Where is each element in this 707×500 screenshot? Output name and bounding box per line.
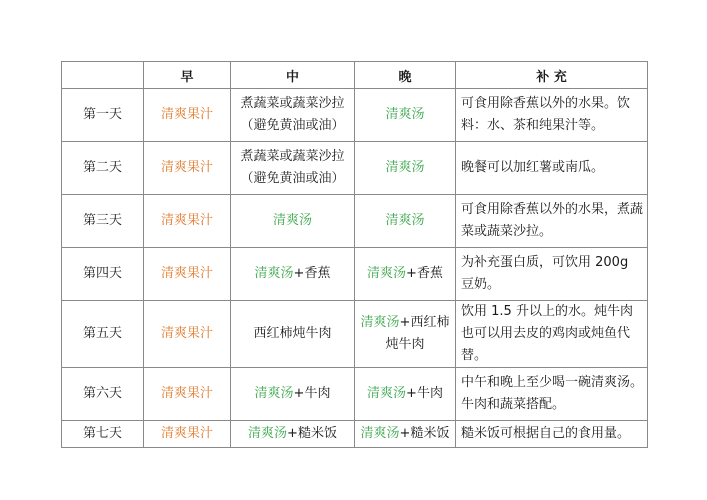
lunch-soup: 清爽汤	[254, 266, 294, 281]
day-label: 第七天	[62, 421, 144, 448]
table-row	[62, 368, 648, 421]
lunch-line2: （避免黄油或油）	[240, 171, 345, 186]
table-row	[62, 142, 648, 195]
lunch-cell	[231, 89, 355, 142]
breakfast-cell: 清爽果汁	[144, 89, 231, 142]
dinner-extra: +牛肉	[406, 386, 443, 401]
dinner-soup: 清爽汤	[367, 386, 407, 401]
breakfast-cell: 清爽果汁	[144, 142, 231, 195]
breakfast-cell: 清爽果汁	[144, 195, 231, 248]
lunch-line1: 煮蔬菜或蔬菜沙拉	[240, 149, 345, 164]
day-label: 第二天	[62, 142, 144, 195]
dinner-cell: 清爽汤	[355, 89, 456, 142]
lunch-cell: 西红柿炖牛肉	[231, 301, 355, 368]
note-cell: 可食用除香蕉以外的水果。饮料：水、茶和纯果汁等。	[456, 89, 648, 142]
dinner-cell	[355, 301, 456, 368]
table-row	[62, 248, 648, 301]
day-label: 第四天	[62, 248, 144, 301]
breakfast-cell: 清爽果汁	[144, 421, 231, 448]
day-label: 第一天	[62, 89, 144, 142]
table-row	[62, 89, 648, 142]
diet-plan-table	[61, 61, 648, 448]
day-label: 第三天	[62, 195, 144, 248]
dinner-cell: 清爽汤	[355, 195, 456, 248]
day-label: 第五天	[62, 301, 144, 368]
lunch-extra: +香蕉	[293, 266, 331, 281]
lunch-line1: 煮蔬菜或蔬菜沙拉	[240, 96, 345, 111]
note-cell: 可食用除香蕉以外的水果，煮蔬菜或蔬菜沙拉。	[456, 195, 648, 248]
table-row	[62, 421, 648, 448]
dinner-extra: +西红柿炖牛肉	[385, 315, 450, 352]
header-dinner: 晚	[355, 62, 456, 89]
note-cell: 糙米饭可根据自己的食用量。	[456, 421, 648, 448]
dinner-extra: +香蕉	[406, 266, 443, 281]
header-lunch: 中	[231, 62, 355, 89]
dinner-soup: 清爽汤	[360, 426, 400, 441]
lunch-soup: 清爽汤	[254, 386, 294, 401]
dinner-soup: 清爽汤	[367, 266, 407, 281]
header-breakfast: 早	[144, 62, 231, 89]
lunch-cell: 清爽汤	[231, 195, 355, 248]
dinner-cell	[355, 421, 456, 448]
note-cell: 中午和晚上至少喝一碗清爽汤。牛肉和蔬菜搭配。	[456, 368, 648, 421]
lunch-cell	[231, 248, 355, 301]
lunch-soup: 清爽汤	[248, 426, 288, 441]
lunch-extra: +牛肉	[293, 386, 331, 401]
breakfast-cell: 清爽果汁	[144, 248, 231, 301]
dinner-extra: +糙米饭	[399, 426, 450, 441]
breakfast-cell: 清爽果汁	[144, 301, 231, 368]
dinner-cell: 清爽汤	[355, 142, 456, 195]
header-corner	[62, 62, 144, 89]
lunch-cell	[231, 142, 355, 195]
table-row	[62, 301, 648, 368]
note-cell: 饮用 1.5 升以上的水。炖牛肉也可以用去皮的鸡肉或炖鱼代替。	[456, 301, 648, 368]
lunch-extra: +糙米饭	[287, 426, 337, 441]
header-row	[62, 62, 648, 89]
day-label: 第六天	[62, 368, 144, 421]
lunch-cell	[231, 421, 355, 448]
note-cell: 为补充蛋白质，可饮用 200g 豆奶。	[456, 248, 648, 301]
dinner-soup: 清爽汤	[360, 315, 400, 330]
dinner-cell	[355, 368, 456, 421]
lunch-cell	[231, 368, 355, 421]
table-row	[62, 195, 648, 248]
breakfast-cell: 清爽果汁	[144, 368, 231, 421]
note-cell: 晚餐可以加红薯或南瓜。	[456, 142, 648, 195]
lunch-line2: （避免黄油或油）	[240, 118, 345, 133]
dinner-cell	[355, 248, 456, 301]
header-notes: 补 充	[456, 62, 648, 89]
